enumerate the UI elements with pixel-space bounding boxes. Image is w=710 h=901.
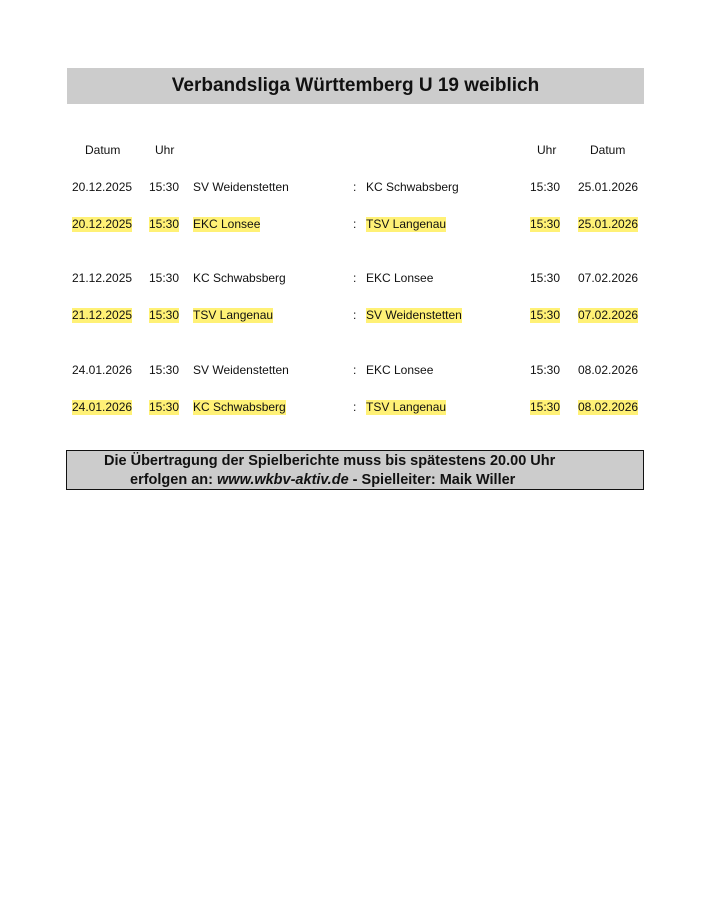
match-time-second-leg: 15:30 <box>530 400 561 414</box>
match-date-second-leg: 07.02.2026 <box>578 271 639 285</box>
score-separator: : <box>353 271 357 285</box>
match-date-first-leg: 20.12.2025 <box>72 217 133 231</box>
page-title: Verbandsliga Württemberg U 19 weiblich <box>171 75 540 96</box>
away-team: EKC Lonsee <box>366 271 434 285</box>
match-time-second-leg: 15:30 <box>530 271 561 285</box>
away-team: TSV Langenau <box>366 217 447 231</box>
match-time-first-leg: 15:30 <box>149 400 180 414</box>
header-date-left: Datum <box>85 143 121 157</box>
match-date-first-leg: 21.12.2025 <box>72 308 133 322</box>
score-separator: : <box>353 400 357 414</box>
home-team: TSV Langenau <box>193 308 274 322</box>
match-time-first-leg: 15:30 <box>149 308 180 322</box>
notice-suffix: - Spielleiter: Maik Willer <box>348 472 516 488</box>
away-team: KC Schwabsberg <box>366 180 459 194</box>
score-separator: : <box>353 217 357 231</box>
home-team: KC Schwabsberg <box>193 271 286 285</box>
match-date-first-leg: 20.12.2025 <box>72 180 133 194</box>
match-date-second-leg: 08.02.2026 <box>578 400 639 414</box>
match-time-first-leg: 15:30 <box>149 180 180 194</box>
match-date-second-leg: 25.01.2026 <box>578 180 639 194</box>
match-time-second-leg: 15:30 <box>530 180 561 194</box>
notice-url-link[interactable]: www.wkbv-aktiv.de <box>217 472 349 488</box>
match-date-second-leg: 25.01.2026 <box>578 217 639 231</box>
match-time-first-leg: 15:30 <box>149 363 180 377</box>
header-time-left: Uhr <box>155 143 175 157</box>
match-date-second-leg: 08.02.2026 <box>578 363 639 377</box>
match-date-second-leg: 07.02.2026 <box>578 308 639 322</box>
away-team: EKC Lonsee <box>366 363 434 377</box>
title-bar <box>67 68 644 104</box>
score-separator: : <box>353 363 357 377</box>
match-time-second-leg: 15:30 <box>530 308 561 322</box>
home-team: KC Schwabsberg <box>193 400 286 414</box>
notice-line-1: Die Übertragung der Spielberichte muss bis spätestens 20.00 Uhr <box>104 453 556 469</box>
match-date-first-leg: 24.01.2026 <box>72 363 133 377</box>
away-team: SV Weidenstetten <box>366 308 462 322</box>
home-team: SV Weidenstetten <box>193 363 289 377</box>
match-time-first-leg: 15:30 <box>149 217 180 231</box>
home-team: EKC Lonsee <box>193 217 261 231</box>
away-team: TSV Langenau <box>366 400 447 414</box>
score-separator: : <box>353 308 357 322</box>
match-date-first-leg: 21.12.2025 <box>72 271 133 285</box>
score-separator: : <box>353 180 357 194</box>
header-date-right: Datum <box>590 143 626 157</box>
home-team: SV Weidenstetten <box>193 180 289 194</box>
match-time-second-leg: 15:30 <box>530 217 561 231</box>
match-date-first-leg: 24.01.2026 <box>72 400 133 414</box>
notice-box <box>66 450 644 490</box>
notice-prefix: erfolgen an: <box>130 472 218 488</box>
match-time-first-leg: 15:30 <box>149 271 180 285</box>
header-time-right: Uhr <box>537 143 557 157</box>
match-time-second-leg: 15:30 <box>530 363 561 377</box>
notice-line-2 <box>130 472 515 488</box>
